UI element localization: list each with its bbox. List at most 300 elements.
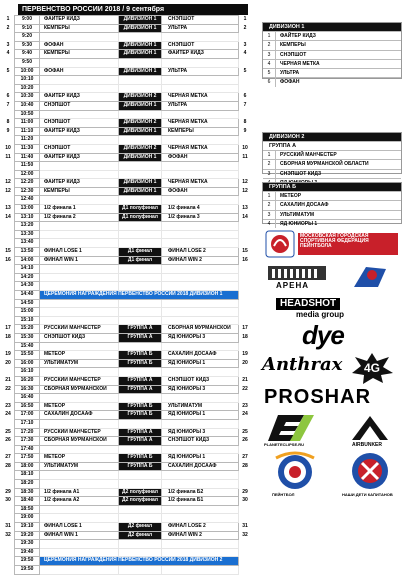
schedule-time: 13:10 [15, 213, 40, 222]
schedule-t2: ЧЕРНАЯ МЕТКА [162, 119, 239, 128]
arena-logo [262, 262, 332, 292]
schedule-time: 15:00 [15, 308, 40, 317]
schedule-time: 10:10 [15, 76, 40, 85]
schedule-t1 [40, 162, 119, 171]
schedule-num [2, 566, 15, 575]
schedule-t1 [40, 505, 119, 514]
division2-header: ДИВИЗИОН 2 [263, 133, 401, 141]
schedule-row [2, 196, 251, 205]
schedule-time: 13:30 [15, 230, 40, 239]
division1-team: КЕМПЕРЫ [280, 42, 306, 49]
schedule-t2: ЯД ЮНИОРЫ 1 [162, 411, 239, 420]
schedule-num [2, 291, 15, 300]
schedule-rn: 5 [243, 67, 247, 74]
schedule-div [119, 84, 162, 93]
schedule-rn [239, 239, 252, 248]
schedule-row [2, 144, 251, 153]
schedule-t2 [162, 170, 239, 179]
schedule-rn [239, 316, 252, 325]
schedule-row [2, 462, 251, 471]
schedule-t2: ФИНАЛ LOSE 2 [162, 523, 239, 532]
paintball-emblem-logo [262, 450, 328, 498]
schedule-num: 14 [5, 213, 11, 220]
schedule-rn: 19 [242, 351, 248, 358]
schedule-num: 20 [5, 359, 11, 366]
proshar-text: PROSHAR [264, 386, 372, 408]
schedule-rn: 12 [242, 179, 248, 186]
schedule-div [119, 110, 162, 119]
schedule-t1 [40, 33, 119, 42]
schedule-t2 [162, 110, 239, 119]
schedule-div [119, 76, 162, 85]
schedule-row [2, 248, 251, 257]
schedule-rn [239, 162, 252, 171]
schedule-row [2, 385, 251, 394]
planet-eclipse-caption: PLANETECLIPSE.RU [264, 442, 305, 447]
sport-club-logo [338, 262, 402, 292]
schedule-row [2, 273, 251, 282]
group-b-item [263, 200, 401, 209]
schedule-time: 18:00 [15, 462, 40, 471]
schedule-rn [239, 273, 252, 282]
schedule-t2 [162, 419, 239, 428]
schedule-div [119, 505, 162, 514]
division1-panel [262, 22, 402, 86]
schedule-time: 14:10 [15, 265, 40, 274]
schedule-t2: 1/2 финала Б1 [162, 497, 239, 506]
schedule-t1 [40, 480, 119, 489]
schedule-time: 18:50 [15, 505, 40, 514]
schedule-time: 19:10 [15, 523, 40, 532]
schedule-num: 5 [6, 67, 10, 74]
schedule-rn: 21 [242, 376, 248, 383]
schedule-num [2, 505, 15, 514]
schedule-num [2, 471, 15, 480]
proshar-logo [262, 386, 402, 410]
division1-item [263, 59, 401, 68]
schedule-time: 16:20 [15, 376, 40, 385]
schedule-t1 [40, 540, 119, 549]
eclipse-e-icon [262, 412, 328, 442]
schedule-num: 11 [5, 153, 11, 160]
schedule-t1: САХАЛИН ДОСААФ [40, 411, 119, 420]
schedule-num: 2 [6, 24, 10, 31]
group-b-team: УЛЬТИМАТУМ [280, 211, 315, 218]
group-a-team: РУССКИЙ МАНЧЕСТЕР [280, 152, 337, 158]
schedule-num [2, 445, 15, 454]
schedule-time: 18:40 [15, 497, 40, 506]
schedule-div: ДИВИЗИОН 1 [119, 187, 162, 196]
anthrax-logo [262, 352, 343, 384]
headshot-title: HEADSHOT [276, 298, 340, 310]
schedule-time: 17:40 [15, 445, 40, 454]
schedule-rn: 16 [242, 256, 248, 263]
fourg-logo [342, 350, 402, 386]
group-a-rank: 3 [263, 170, 276, 178]
schedule-row [2, 58, 251, 67]
schedule-t1: МЕТЕОР [40, 402, 119, 411]
schedule-t2: ЯД ЮНИОРЫ 1 [162, 454, 239, 463]
schedule-time: 19:00 [15, 514, 40, 523]
schedule-row [2, 325, 251, 334]
schedule-time: 15:20 [15, 325, 40, 334]
schedule-rn [239, 33, 252, 42]
schedule-t1: КЕМПЕРЫ [40, 187, 119, 196]
schedule-div: ДИВИЗИОН 2 [119, 119, 162, 128]
player-emblem-icon [350, 263, 390, 291]
schedule-num: 9 [6, 127, 10, 134]
schedule-t1: КЕМПЕРЫ [40, 50, 119, 59]
schedule-div: ГРУППА А [119, 428, 162, 437]
schedule-time: 19:50 [15, 557, 40, 566]
schedule-time: 19:50 [15, 566, 40, 575]
schedule-t2: УЛЬТРА [162, 67, 239, 76]
schedule-t2: ЧЕРНАЯ МЕТКА [162, 179, 239, 188]
schedule-div: ГРУППА А [119, 376, 162, 385]
schedule-rn [239, 230, 252, 239]
schedule-div [119, 514, 162, 523]
schedule-div: ГРУППА Б [119, 402, 162, 411]
schedule-t2: ФИНАЛ LOSE 2 [162, 248, 239, 257]
schedule-time: 13:40 [15, 239, 40, 248]
schedule-row [2, 50, 251, 59]
schedule-t2: ЧЕРНАЯ МЕТКА [162, 93, 239, 102]
schedule-rn: 20 [242, 359, 248, 366]
division2-group-b-panel [262, 182, 402, 227]
schedule-t1: 1/2 финала 1 [40, 205, 119, 214]
schedule-rn [239, 480, 252, 489]
schedule-row [2, 222, 251, 231]
schedule-t1 [40, 170, 119, 179]
schedule-num: 24 [5, 411, 11, 418]
schedule-row [2, 437, 251, 446]
schedule-t1 [40, 265, 119, 274]
division1-item [263, 40, 401, 49]
schedule-row [2, 119, 251, 128]
schedule-num: 30 [5, 497, 11, 504]
schedule-rn [239, 265, 252, 274]
schedule-div [119, 136, 162, 145]
schedule-num [2, 282, 15, 291]
schedule-time: 13:50 [15, 248, 40, 257]
schedule-row [2, 24, 251, 33]
schedule-t2 [162, 76, 239, 85]
schedule-num: 6 [6, 93, 10, 100]
schedule-num [2, 557, 15, 566]
division1-item [263, 50, 401, 59]
schedule-row [2, 359, 251, 368]
schedule-row [2, 411, 251, 420]
schedule-t2: ФОФАН [162, 187, 239, 196]
headshot-subtitle: media group [296, 310, 345, 319]
schedule-time: 10:50 [15, 110, 40, 119]
headshot-logo [262, 298, 402, 320]
schedule-rn [239, 419, 252, 428]
schedule-row [2, 368, 251, 377]
schedule-t1 [40, 514, 119, 523]
schedule-t2: УЛЬТИМАТУМ [162, 402, 239, 411]
schedule-t1 [40, 196, 119, 205]
schedule-num [2, 514, 15, 523]
schedule-t1 [40, 368, 119, 377]
schedule-row [2, 41, 251, 50]
schedule-t2 [162, 308, 239, 317]
schedule-t2: 1/2 финала Б2 [162, 488, 239, 497]
schedule-t1 [40, 471, 119, 480]
schedule-t1: 1/2 финала А1 [40, 488, 119, 497]
schedule-num: 31 [5, 523, 11, 530]
division1-team: ЧЕРНАЯ МЕТКА [280, 60, 320, 67]
schedule-t2 [162, 265, 239, 274]
group-a-team: СНЭПШОТ КИДЗ [280, 170, 322, 177]
schedule-rn [239, 136, 252, 145]
division1-team: УЛЬТРА [280, 70, 300, 77]
schedule-time: 10:40 [15, 101, 40, 110]
schedule-t2 [162, 273, 239, 282]
schedule-row [2, 471, 251, 480]
schedule-t2: 1/2 финала 3 [162, 213, 239, 222]
schedule-div [119, 222, 162, 231]
schedule-div [119, 273, 162, 282]
schedule-div [119, 162, 162, 171]
schedule-t2 [162, 480, 239, 489]
schedule-t1: РУССКИЙ МАНЧЕСТЕР [40, 376, 119, 385]
schedule-num [2, 419, 15, 428]
schedule-time: 12:00 [15, 170, 40, 179]
schedule-t2 [162, 58, 239, 67]
schedule-t2: ФИНАЛ WIN 2 [162, 256, 239, 265]
group-a-item [263, 150, 401, 159]
division1-rank: 4 [263, 60, 276, 68]
schedule-t1 [40, 548, 119, 557]
schedule-time: 15:40 [15, 342, 40, 351]
schedule-time: 16:10 [15, 368, 40, 377]
schedule-row [2, 33, 251, 42]
schedule-t1 [40, 110, 119, 119]
schedule-time: 11:40 [15, 153, 40, 162]
schedule-div [119, 368, 162, 377]
schedule-div [119, 239, 162, 248]
schedule-row [2, 256, 251, 265]
schedule-t2 [162, 342, 239, 351]
schedule-num: 12 [5, 179, 11, 186]
schedule-time: 19:20 [15, 531, 40, 540]
schedule-rn: 15 [242, 248, 248, 255]
schedule-rn: 12 [242, 187, 248, 194]
schedule-row [2, 187, 251, 196]
schedule-row [2, 316, 251, 325]
schedule-num: 32 [5, 531, 11, 538]
schedule-t2 [162, 445, 239, 454]
division1-item [263, 31, 401, 40]
division1-team: СНЭПШОТ [280, 51, 307, 58]
schedule-num: 7 [6, 101, 10, 108]
schedule-t2 [162, 514, 239, 523]
schedule-num [2, 162, 15, 171]
schedule-num: 13 [5, 205, 11, 212]
schedule-t2 [162, 566, 239, 575]
schedule-rn: 32 [242, 531, 248, 538]
schedule-div: ДИВИЗИОН 1 [119, 41, 162, 50]
schedule-row [2, 230, 251, 239]
schedule-div: ДИВИЗИОН 1 [119, 127, 162, 136]
schedule-t2: САХАЛИН ДОСААФ [162, 351, 239, 360]
schedule-t2 [162, 136, 239, 145]
schedule-row [2, 402, 251, 411]
schedule-div: ДИВИЗИОН 1 [119, 24, 162, 33]
schedule-div: ГРУППА А [119, 437, 162, 446]
schedule-div [119, 394, 162, 403]
schedule-num [2, 265, 15, 274]
schedule-rn: 6 [243, 93, 247, 100]
division1-item [263, 68, 401, 77]
schedule-rn: 30 [242, 497, 248, 504]
schedule-row [2, 179, 251, 188]
schedule-div [119, 58, 162, 67]
schedule-div: ГРУППА А [119, 385, 162, 394]
schedule-rn [239, 394, 252, 403]
schedule-rn: 26 [242, 437, 248, 444]
schedule-row [2, 67, 251, 76]
schedule-row [2, 548, 251, 557]
schedule-rn: 4 [243, 50, 247, 57]
schedule-div: Д2 полуфинал [119, 488, 162, 497]
schedule-time: 10:30 [15, 93, 40, 102]
schedule-t1 [40, 566, 119, 575]
page-title: ПЕРВЕНСТВО РОССИИ 2018 / 9 сентября [18, 4, 248, 15]
group-b-header: ГРУППА Б [263, 183, 401, 191]
schedule-rn: 23 [242, 402, 248, 409]
schedule-num: 21 [5, 376, 11, 383]
schedule-t1 [40, 394, 119, 403]
schedule-t1: ФОФАН [40, 41, 119, 50]
schedule-num: 15 [5, 248, 11, 255]
schedule-t1: УЛЬТИМАТУМ [40, 359, 119, 368]
schedule-time: 9:40 [15, 50, 40, 59]
schedule-div [119, 316, 162, 325]
schedule-row [2, 531, 251, 540]
schedule-div: ГРУППА Б [119, 454, 162, 463]
airbunker-logo [338, 412, 402, 448]
schedule-time: 12:20 [15, 179, 40, 188]
schedule-div [119, 480, 162, 489]
schedule-t2 [162, 394, 239, 403]
schedule-num: 4 [6, 50, 10, 57]
schedule-t1: ФАЙТЕР КИДЗ [40, 16, 119, 25]
schedule-num [2, 548, 15, 557]
schedule-t2: УЛЬТРА [162, 24, 239, 33]
schedule-div: ДИВИЗИОН 1 [119, 101, 162, 110]
division1-team: ФОФАН [280, 79, 300, 86]
schedule-row [2, 205, 251, 214]
schedule-rn: 28 [242, 462, 248, 469]
schedule-time: 13:00 [15, 205, 40, 214]
schedule-div: Д1 полуфинал [119, 205, 162, 214]
schedule-div [119, 196, 162, 205]
group-b-rank: 1 [263, 192, 276, 200]
schedule-t2 [162, 316, 239, 325]
schedule-table [2, 15, 251, 575]
group-b-item [263, 219, 401, 228]
schedule-t1: СНЭПШОТ [40, 101, 119, 110]
schedule-num [2, 136, 15, 145]
schedule-row [2, 445, 251, 454]
schedule-rn: 9 [243, 127, 247, 134]
schedule-num [2, 58, 15, 67]
schedule-num: 22 [5, 385, 11, 392]
schedule-t2 [162, 84, 239, 93]
schedule-row [2, 101, 251, 110]
schedule-num [2, 394, 15, 403]
schedule-row [2, 523, 251, 532]
division1-rank: 2 [263, 41, 276, 49]
schedule-row [2, 93, 251, 102]
schedule-t1 [40, 419, 119, 428]
schedule-t1: ФИНАЛ LOSE 1 [40, 523, 119, 532]
schedule-rn [239, 299, 252, 308]
schedule-div: ДИВИЗИОН 1 [119, 179, 162, 188]
schedule-div: Д1 полуфинал [119, 213, 162, 222]
schedule-time: 9:30 [15, 41, 40, 50]
group-a-rank: 1 [263, 151, 276, 159]
schedule-t2: ЯД ЮНИОРЫ 3 [162, 428, 239, 437]
schedule-time: 11:20 [15, 136, 40, 145]
schedule-row [2, 342, 251, 351]
schedule-row [2, 265, 251, 274]
group-b-team: ЯД ЮНИОРЫ 1 [280, 220, 318, 227]
schedule-num [2, 273, 15, 282]
schedule-num [2, 222, 15, 231]
schedule-t2: ЯД ЮНИОРЫ 3 [162, 385, 239, 394]
division1-team: ФАЙТЕР КИДЗ [280, 33, 316, 39]
schedule-t1: 1/2 финала 2 [40, 213, 119, 222]
schedule-num [2, 239, 15, 248]
schedule-t1: ФИНАЛ LOSE 1 [40, 248, 119, 257]
schedule-t2: САХАЛИН ДОСААФ [162, 462, 239, 471]
federation-logo [262, 228, 402, 260]
schedule-t2: ЧЕРНАЯ МЕТКА [162, 144, 239, 153]
federation-name: МОСКОВСКАЯ ГОРОДСКАЯ СПОРТИВНАЯ ФЕДЕРАЦИЯ ПЕЙНТБОЛА [300, 233, 369, 249]
schedule-num: 17 [5, 325, 11, 332]
schedule-rn: 11 [242, 153, 248, 160]
schedule-row [2, 497, 251, 506]
schedule-div [119, 299, 162, 308]
schedule-row [2, 282, 251, 291]
schedule-t2 [162, 540, 239, 549]
schedule-time: 19:30 [15, 540, 40, 549]
schedule-num: 1 [6, 16, 10, 22]
schedule-t1 [40, 299, 119, 308]
dye-logo [262, 322, 402, 350]
schedule-num [2, 480, 15, 489]
schedule-rn: 3 [243, 41, 247, 48]
schedule-t1: МЕТЕОР [40, 351, 119, 360]
schedule-num [2, 110, 15, 119]
schedule-num: 19 [5, 351, 11, 358]
schedule-div: ГРУППА А [119, 333, 162, 342]
schedule-t2 [162, 230, 239, 239]
schedule-div [119, 33, 162, 42]
schedule-t2: СНЭПШОТ [162, 41, 239, 50]
airbunker-caption: AIRBUNKER [352, 442, 382, 448]
group-b-item [263, 210, 401, 219]
schedule-rn: 10 [242, 144, 248, 151]
schedule-time: 11:30 [15, 144, 40, 153]
group-a-item [263, 169, 401, 178]
schedule-time: 17:00 [15, 411, 40, 420]
airbunker-icon [338, 412, 402, 442]
schedule-num [2, 230, 15, 239]
